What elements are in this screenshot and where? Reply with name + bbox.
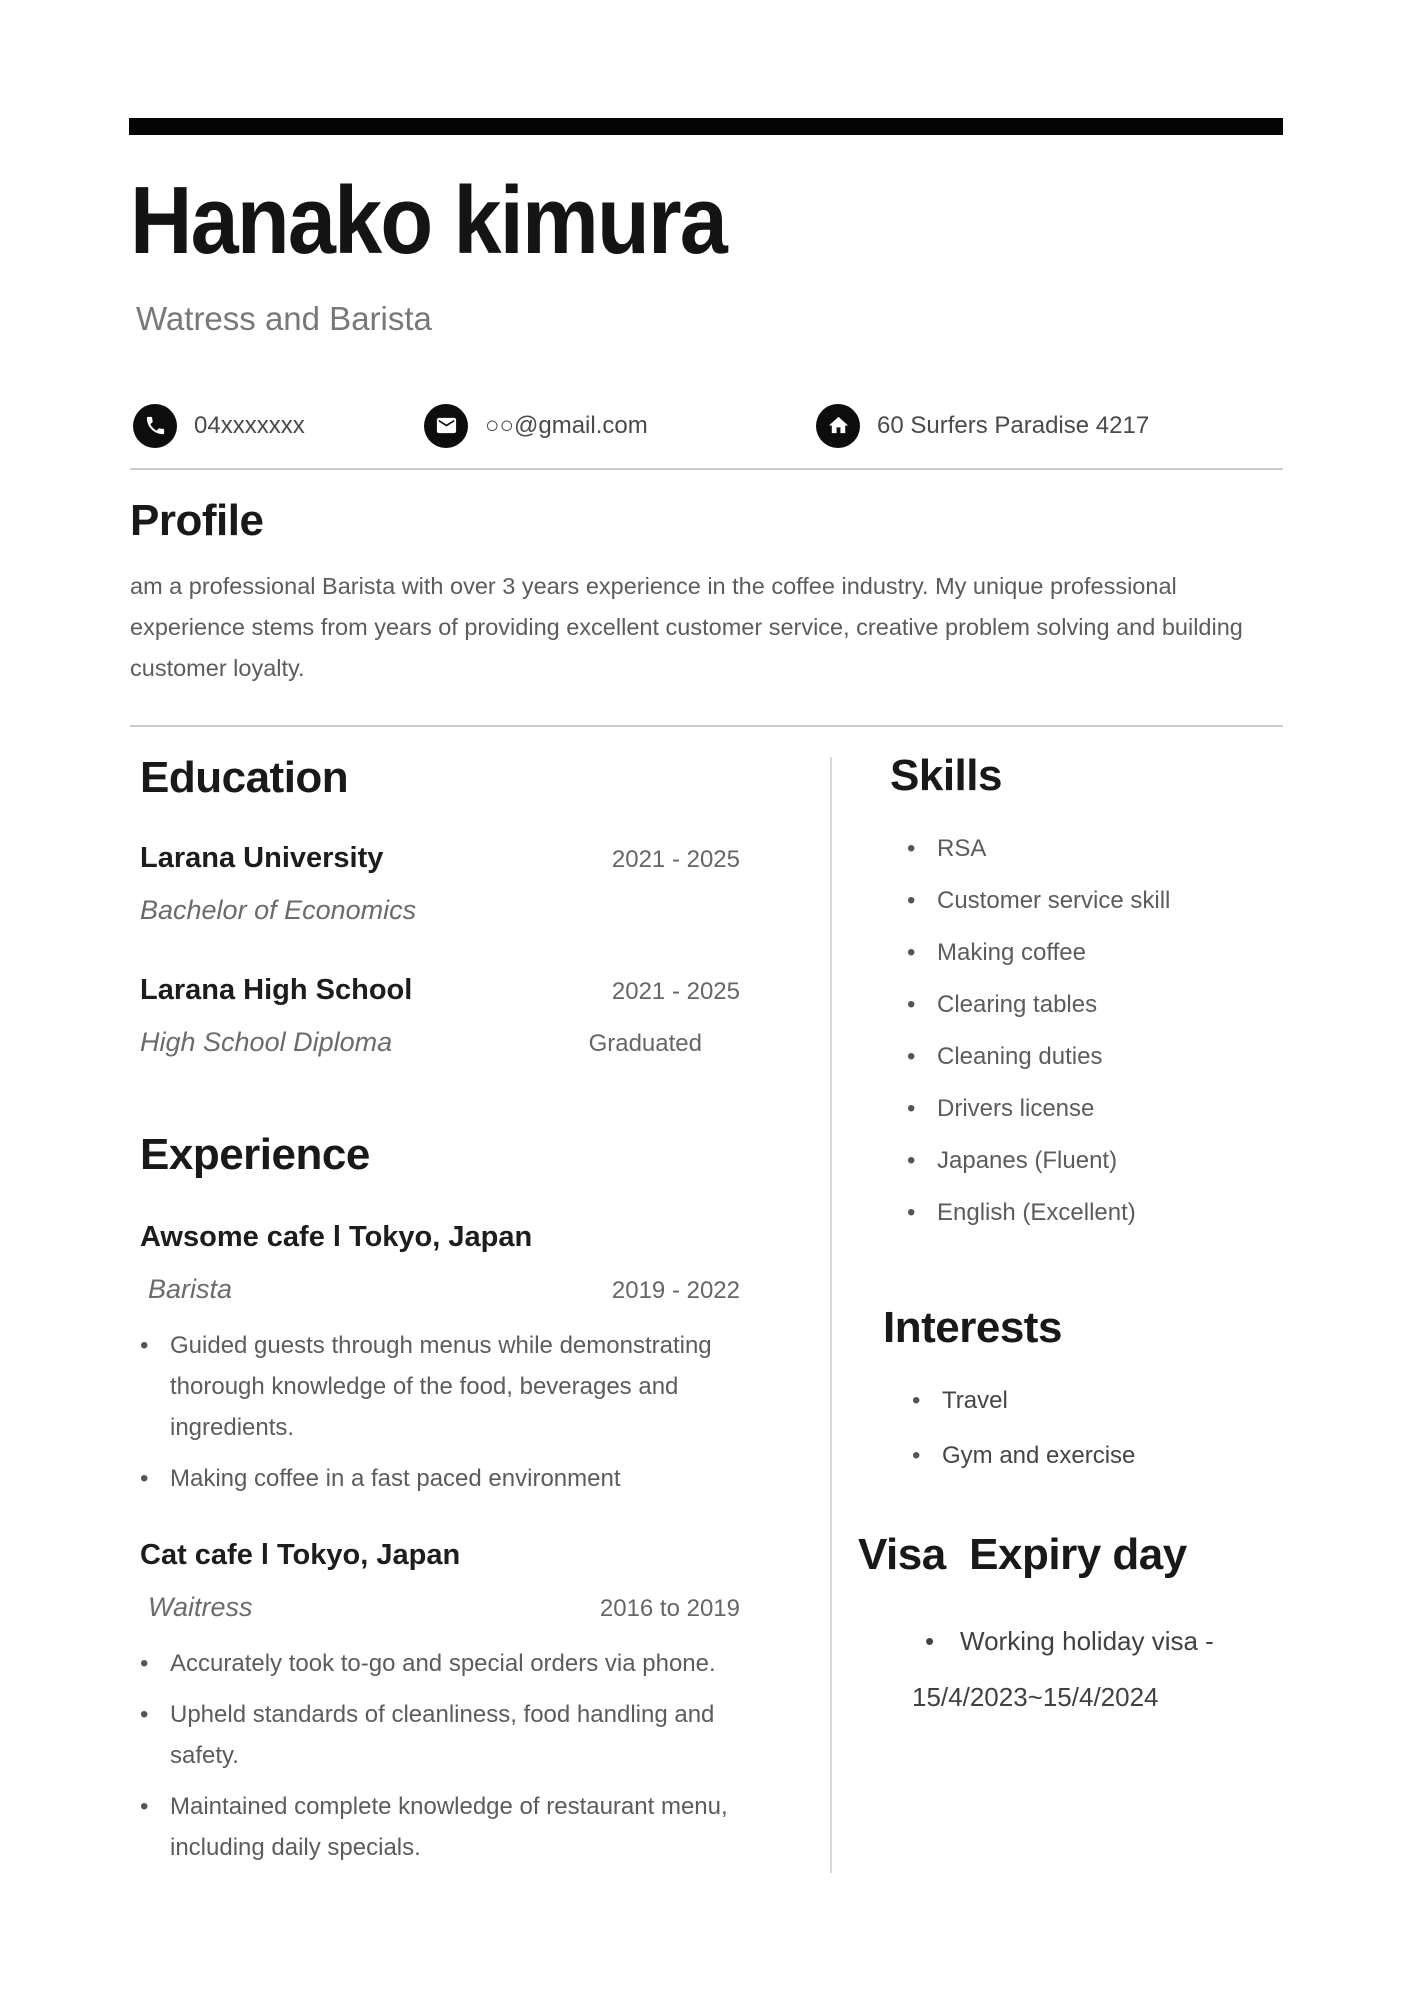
skills-heading: Skills xyxy=(890,751,1002,801)
education-degree-row xyxy=(140,895,740,926)
two-column-area xyxy=(130,727,1283,1867)
degree-name: High School Diploma xyxy=(140,1026,393,1057)
skill-text: Cleaning duties xyxy=(937,1042,1103,1070)
bullet-dot: • xyxy=(140,1331,149,1359)
bullet-item xyxy=(140,1458,760,1499)
interests-heading: Interests xyxy=(883,1302,1062,1352)
degree-name: Bachelor of Economics xyxy=(140,894,417,925)
role-title: Waitress xyxy=(148,1591,253,1622)
role-title: Barista xyxy=(148,1273,233,1304)
bullet-dot: • xyxy=(140,1792,149,1820)
bullet-dot: • xyxy=(907,1042,916,1070)
right-column xyxy=(858,727,1283,1718)
person-name: Hanako kimura xyxy=(130,167,727,274)
visa-entry xyxy=(925,1620,1283,1662)
school-name: Larana High School xyxy=(140,973,413,1006)
contact-phone xyxy=(133,404,424,448)
role-row xyxy=(140,1592,740,1623)
bullet-text: Upheld standards of cleanliness, food handling and safety. xyxy=(170,1700,715,1769)
skill-text: Japanes (Fluent) xyxy=(937,1146,1118,1174)
skill-item xyxy=(907,932,1283,973)
interests-list xyxy=(912,1380,1283,1476)
skill-item xyxy=(907,1192,1283,1233)
bullet-dot: • xyxy=(912,1386,921,1414)
skill-item xyxy=(907,1140,1283,1181)
profile-text: am a professional Barista with over 3 years experience in the coffee industry. My unique professional experience stems from years of providing excellent customer service, creative problem solving and building customer loyalty. xyxy=(130,573,1243,682)
bullet-dot: • xyxy=(907,886,916,914)
email-address: ○○@gmail.com xyxy=(485,411,648,439)
job-title: Watress and Barista xyxy=(136,299,432,337)
bullet-dot: • xyxy=(140,1700,149,1728)
skill-text: English (Excellent) xyxy=(937,1198,1136,1226)
profile-heading: Profile xyxy=(130,495,264,545)
visa-heading: Visa Expiry day xyxy=(858,1529,1187,1579)
bullet-text: Making coffee in a fast paced environment xyxy=(170,1464,621,1492)
bullet-item xyxy=(140,1786,760,1868)
bullet-dot: • xyxy=(907,834,916,862)
company-name: Cat cafe l Tokyo, Japan xyxy=(140,1538,461,1571)
bullet-dot: • xyxy=(907,1198,916,1226)
bullet-item xyxy=(140,1643,760,1684)
bullet-dot: • xyxy=(140,1464,149,1492)
skill-item xyxy=(907,828,1283,869)
job-bullet-list xyxy=(140,1643,760,1868)
top-accent-bar xyxy=(129,118,1283,135)
skill-item xyxy=(907,984,1283,1025)
role-dates: 2019 - 2022 xyxy=(611,1276,740,1304)
bullet-dot: • xyxy=(907,1146,916,1174)
column-divider xyxy=(830,757,832,1873)
skill-item xyxy=(907,880,1283,921)
contact-row xyxy=(130,404,1283,448)
skill-item xyxy=(907,1088,1283,1129)
education-degree-row xyxy=(140,1027,740,1058)
company-name: Awsome cafe l Tokyo, Japan xyxy=(140,1220,533,1253)
school-name: Larana University xyxy=(140,841,384,874)
skill-text: Customer service skill xyxy=(937,886,1171,914)
street-address: 60 Surfers Paradise 4217 xyxy=(877,411,1150,439)
interest-text: Travel xyxy=(942,1386,1008,1414)
skill-text: Drivers license xyxy=(937,1094,1095,1122)
school-dates: 2021 - 2025 xyxy=(611,977,740,1005)
bullet-item xyxy=(140,1325,760,1448)
bullet-dot: • xyxy=(140,1649,149,1677)
phone-icon xyxy=(133,404,177,448)
phone-number: 04xxxxxxx xyxy=(194,411,305,439)
skill-text: Making coffee xyxy=(937,938,1086,966)
email-icon xyxy=(424,404,468,448)
education-entry xyxy=(140,974,740,1007)
graduation-status: Graduated xyxy=(588,1029,702,1057)
bullet-dot: • xyxy=(907,1094,916,1122)
bullet-dot: • xyxy=(912,1441,921,1469)
experience-heading: Experience xyxy=(140,1129,370,1179)
school-dates: 2021 - 2025 xyxy=(611,845,740,873)
role-row xyxy=(140,1274,740,1305)
bullet-dot: • xyxy=(907,938,916,966)
contact-email xyxy=(424,404,816,448)
bullet-item xyxy=(140,1694,760,1776)
bullet-text: Accurately took to-go and special orders via phone. xyxy=(170,1649,716,1677)
bullet-dot: • xyxy=(907,990,916,1018)
education-heading: Education xyxy=(140,753,349,803)
interest-text: Gym and exercise xyxy=(942,1441,1136,1469)
left-column xyxy=(140,727,760,1867)
interest-item xyxy=(912,1380,1283,1421)
skill-text: Clearing tables xyxy=(937,990,1098,1018)
interest-item xyxy=(912,1435,1283,1476)
education-entry xyxy=(140,842,740,875)
bullet-dot: • xyxy=(925,1626,935,1657)
skill-item xyxy=(907,1036,1283,1077)
bullet-text: Maintained complete knowledge of restaurant menu, including daily specials. xyxy=(170,1792,728,1861)
contact-address xyxy=(816,404,1149,448)
skill-text: RSA xyxy=(937,834,987,862)
job-bullet-list xyxy=(140,1325,760,1499)
visa-dates: 15/4/2023~15/4/2024 xyxy=(912,1682,1159,1713)
divider-header xyxy=(130,468,1283,470)
visa-type: Working holiday visa - xyxy=(960,1626,1214,1657)
bullet-text: Guided guests through menus while demonstrating thorough knowledge of the food, beverages and ingredients. xyxy=(170,1331,712,1441)
skills-list xyxy=(907,828,1283,1233)
home-icon xyxy=(816,404,860,448)
role-dates: 2016 to 2019 xyxy=(599,1594,740,1622)
